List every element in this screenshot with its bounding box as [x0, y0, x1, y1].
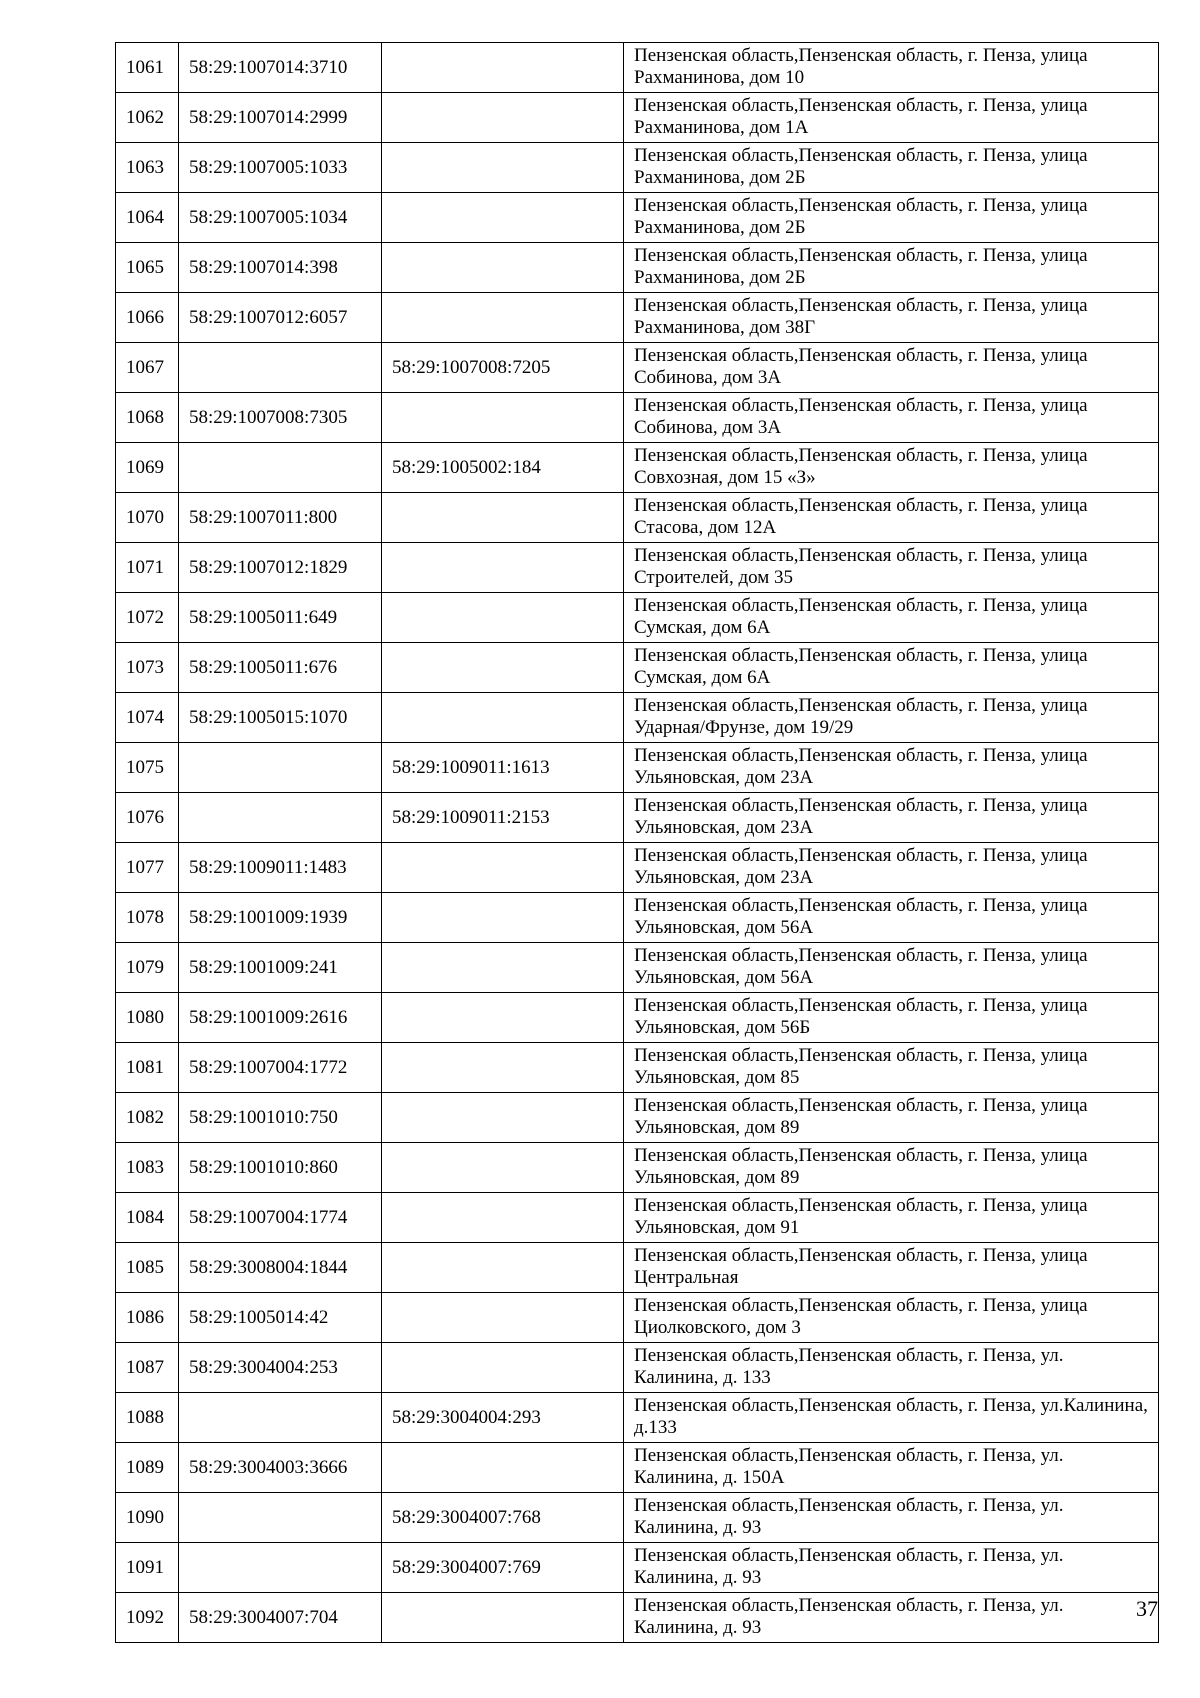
- page-number: 37: [1136, 1596, 1158, 1621]
- row-number-cell: 1074: [116, 693, 179, 743]
- address-cell: Пензенская область,Пензенская область, г. Пенза, улица Сумская, дом 6А: [624, 593, 1159, 643]
- row-number-cell: 1073: [116, 643, 179, 693]
- address-cell: Пензенская область,Пензенская область, г. Пенза, улица Строителей, дом 35: [624, 543, 1159, 593]
- table-row: [116, 893, 1159, 943]
- table-row: [116, 143, 1159, 193]
- building-cadastral-number-cell: [382, 243, 624, 293]
- row-number-cell: 1067: [116, 343, 179, 393]
- table-row: [116, 793, 1159, 843]
- building-cadastral-number-cell: [382, 1143, 624, 1193]
- building-cadastral-number-cell: [382, 843, 624, 893]
- row-number-cell: 1070: [116, 493, 179, 543]
- building-cadastral-number-cell: [382, 1043, 624, 1093]
- row-number-cell: 1086: [116, 1293, 179, 1343]
- table-row: [116, 1393, 1159, 1443]
- address-cell: Пензенская область,Пензенская область, г. Пенза, улица Сумская, дом 6А: [624, 643, 1159, 693]
- table-row: [116, 1593, 1159, 1643]
- table-row: [116, 543, 1159, 593]
- building-cadastral-number-cell: [382, 393, 624, 443]
- address-cell: Пензенская область,Пензенская область, г. Пенза, улица Ульяновская, дом 56А: [624, 943, 1159, 993]
- land-cadastral-number-cell: 58:29:1005015:1070: [179, 693, 382, 743]
- table-row: [116, 43, 1159, 93]
- building-cadastral-number-cell: [382, 943, 624, 993]
- row-number-cell: 1068: [116, 393, 179, 443]
- building-cadastral-number-cell: [382, 193, 624, 243]
- row-number-cell: 1081: [116, 1043, 179, 1093]
- table-row: [116, 443, 1159, 493]
- address-cell: Пензенская область,Пензенская область, г. Пенза, ул. Калинина, д. 93: [624, 1543, 1159, 1593]
- land-cadastral-number-cell: 58:29:1007008:7305: [179, 393, 382, 443]
- table-row: [116, 293, 1159, 343]
- address-cell: Пензенская область,Пензенская область, г. Пенза, ул. Калинина, д. 93: [624, 1493, 1159, 1543]
- building-cadastral-number-cell: [382, 643, 624, 693]
- row-number-cell: 1069: [116, 443, 179, 493]
- land-cadastral-number-cell: 58:29:3008004:1844: [179, 1243, 382, 1293]
- row-number-cell: 1084: [116, 1193, 179, 1243]
- row-number-cell: 1077: [116, 843, 179, 893]
- table-row: [116, 843, 1159, 893]
- building-cadastral-number-cell: [382, 1193, 624, 1243]
- building-cadastral-number-cell: 58:29:3004004:293: [382, 1393, 624, 1443]
- table-row: [116, 243, 1159, 293]
- address-cell: Пензенская область,Пензенская область, г. Пенза, улица Собинова, дом 3А: [624, 393, 1159, 443]
- row-number-cell: 1062: [116, 93, 179, 143]
- address-cell: Пензенская область,Пензенская область, г. Пенза, улица Рахманинова, дом 10: [624, 43, 1159, 93]
- address-cell: Пензенская область,Пензенская область, г. Пенза, улица Центральная: [624, 1243, 1159, 1293]
- row-number-cell: 1065: [116, 243, 179, 293]
- land-cadastral-number-cell: 58:29:1001009:241: [179, 943, 382, 993]
- building-cadastral-number-cell: [382, 993, 624, 1043]
- table-row: [116, 1543, 1159, 1593]
- building-cadastral-number-cell: [382, 43, 624, 93]
- address-cell: Пензенская область,Пензенская область, г. Пенза, улица Ульяновская, дом 56А: [624, 893, 1159, 943]
- building-cadastral-number-cell: [382, 693, 624, 743]
- row-number-cell: 1080: [116, 993, 179, 1043]
- row-number-cell: 1071: [116, 543, 179, 593]
- row-number-cell: 1092: [116, 1593, 179, 1643]
- land-cadastral-number-cell: 58:29:1007014:2999: [179, 93, 382, 143]
- address-cell: Пензенская область,Пензенская область, г. Пенза, улица Рахманинова, дом 2Б: [624, 193, 1159, 243]
- row-number-cell: 1064: [116, 193, 179, 243]
- land-cadastral-number-cell: 58:29:1005014:42: [179, 1293, 382, 1343]
- building-cadastral-number-cell: [382, 1243, 624, 1293]
- land-cadastral-number-cell: 58:29:1001009:1939: [179, 893, 382, 943]
- table-row: [116, 943, 1159, 993]
- address-cell: Пензенская область,Пензенская область, г. Пенза, улица Собинова, дом 3А: [624, 343, 1159, 393]
- table-row: [116, 93, 1159, 143]
- land-cadastral-number-cell: [179, 1393, 382, 1443]
- land-cadastral-number-cell: [179, 1543, 382, 1593]
- land-cadastral-number-cell: 58:29:1007012:6057: [179, 293, 382, 343]
- table-row: [116, 1143, 1159, 1193]
- land-cadastral-number-cell: [179, 743, 382, 793]
- address-cell: Пензенская область,Пензенская область, г. Пенза, улица Рахманинова, дом 2Б: [624, 143, 1159, 193]
- row-number-cell: 1085: [116, 1243, 179, 1293]
- land-cadastral-number-cell: 58:29:1007011:800: [179, 493, 382, 543]
- address-cell: Пензенская область,Пензенская область, г. Пенза, ул. Калинина, д. 133: [624, 1343, 1159, 1393]
- address-cell: Пензенская область,Пензенская область, г. Пенза, улица Ударная/Фрунзе, дом 19/29: [624, 693, 1159, 743]
- address-cell: Пензенская область,Пензенская область, г. Пенза, ул.Калинина, д.133: [624, 1393, 1159, 1443]
- row-number-cell: 1083: [116, 1143, 179, 1193]
- address-cell: Пензенская область,Пензенская область, г. Пенза, улица Циолковского, дом 3: [624, 1293, 1159, 1343]
- building-cadastral-number-cell: [382, 893, 624, 943]
- land-cadastral-number-cell: 58:29:1007014:398: [179, 243, 382, 293]
- building-cadastral-number-cell: 58:29:3004007:769: [382, 1543, 624, 1593]
- building-cadastral-number-cell: 58:29:1009011:2153: [382, 793, 624, 843]
- land-cadastral-number-cell: 58:29:1001010:750: [179, 1093, 382, 1143]
- land-cadastral-number-cell: [179, 793, 382, 843]
- land-cadastral-number-cell: 58:29:3004004:253: [179, 1343, 382, 1393]
- table-row: [116, 743, 1159, 793]
- land-cadastral-number-cell: 58:29:1007004:1772: [179, 1043, 382, 1093]
- row-number-cell: 1063: [116, 143, 179, 193]
- land-cadastral-number-cell: 58:29:1005011:649: [179, 593, 382, 643]
- table-row: [116, 1443, 1159, 1493]
- row-number-cell: 1076: [116, 793, 179, 843]
- row-number-cell: 1089: [116, 1443, 179, 1493]
- address-cell: Пензенская область,Пензенская область, г. Пенза, улица Ульяновская, дом 89: [624, 1093, 1159, 1143]
- table-row: [116, 343, 1159, 393]
- row-number-cell: 1091: [116, 1543, 179, 1593]
- building-cadastral-number-cell: [382, 1343, 624, 1393]
- row-number-cell: 1075: [116, 743, 179, 793]
- building-cadastral-number-cell: [382, 1093, 624, 1143]
- address-cell: Пензенская область,Пензенская область, г. Пенза, улица Ульяновская, дом 23А: [624, 793, 1159, 843]
- table-row: [116, 1493, 1159, 1543]
- table-row: [116, 393, 1159, 443]
- building-cadastral-number-cell: 58:29:1009011:1613: [382, 743, 624, 793]
- table-row: [116, 1193, 1159, 1243]
- address-cell: Пензенская область,Пензенская область, г. Пенза, улица Рахманинова, дом 38Г: [624, 293, 1159, 343]
- building-cadastral-number-cell: [382, 493, 624, 543]
- building-cadastral-number-cell: [382, 293, 624, 343]
- table-row: [116, 1243, 1159, 1293]
- building-cadastral-number-cell: 58:29:1005002:184: [382, 443, 624, 493]
- land-cadastral-number-cell: 58:29:1007005:1034: [179, 193, 382, 243]
- land-cadastral-number-cell: 58:29:1001009:2616: [179, 993, 382, 1043]
- table-row: [116, 1093, 1159, 1143]
- address-cell: Пензенская область,Пензенская область, г. Пенза, улица Рахманинова, дом 2Б: [624, 243, 1159, 293]
- building-cadastral-number-cell: 58:29:1007008:7205: [382, 343, 624, 393]
- address-cell: Пензенская область,Пензенская область, г. Пенза, улица Ульяновская, дом 23А: [624, 843, 1159, 893]
- table-row: [116, 693, 1159, 743]
- address-cell: Пензенская область,Пензенская область, г. Пенза, улица Ульяновская, дом 85: [624, 1043, 1159, 1093]
- row-number-cell: 1088: [116, 1393, 179, 1443]
- land-cadastral-number-cell: 58:29:1005011:676: [179, 643, 382, 693]
- table-row: [116, 1343, 1159, 1393]
- table-row: [116, 1293, 1159, 1343]
- building-cadastral-number-cell: [382, 1293, 624, 1343]
- property-table: [115, 42, 1159, 1643]
- address-cell: Пензенская область,Пензенская область, г. Пенза, улица Совхозная, дом 15 «З»: [624, 443, 1159, 493]
- address-cell: Пензенская область,Пензенская область, г. Пенза, улица Ульяновская, дом 23А: [624, 743, 1159, 793]
- building-cadastral-number-cell: [382, 93, 624, 143]
- address-cell: Пензенская область,Пензенская область, г. Пенза, улица Стасова, дом 12А: [624, 493, 1159, 543]
- building-cadastral-number-cell: [382, 593, 624, 643]
- address-cell: Пензенская область,Пензенская область, г. Пенза, ул. Калинина, д. 93: [624, 1593, 1159, 1643]
- building-cadastral-number-cell: 58:29:3004007:768: [382, 1493, 624, 1543]
- table-row: [116, 593, 1159, 643]
- row-number-cell: 1090: [116, 1493, 179, 1543]
- land-cadastral-number-cell: 58:29:1007014:3710: [179, 43, 382, 93]
- row-number-cell: 1079: [116, 943, 179, 993]
- land-cadastral-number-cell: 58:29:1009011:1483: [179, 843, 382, 893]
- row-number-cell: 1061: [116, 43, 179, 93]
- row-number-cell: 1082: [116, 1093, 179, 1143]
- row-number-cell: 1078: [116, 893, 179, 943]
- table-row: [116, 493, 1159, 543]
- row-number-cell: 1087: [116, 1343, 179, 1393]
- land-cadastral-number-cell: 58:29:1001010:860: [179, 1143, 382, 1193]
- row-number-cell: 1066: [116, 293, 179, 343]
- table-row: [116, 993, 1159, 1043]
- table-row: [116, 1043, 1159, 1093]
- address-cell: Пензенская область,Пензенская область, г. Пенза, улица Ульяновская, дом 91: [624, 1193, 1159, 1243]
- address-cell: Пензенская область,Пензенская область, г. Пенза, улица Ульяновская, дом 56Б: [624, 993, 1159, 1043]
- building-cadastral-number-cell: [382, 543, 624, 593]
- table-body: [116, 43, 1159, 1643]
- row-number-cell: 1072: [116, 593, 179, 643]
- land-cadastral-number-cell: [179, 443, 382, 493]
- building-cadastral-number-cell: [382, 143, 624, 193]
- land-cadastral-number-cell: 58:29:3004007:704: [179, 1593, 382, 1643]
- land-cadastral-number-cell: 58:29:1007004:1774: [179, 1193, 382, 1243]
- table-row: [116, 643, 1159, 693]
- land-cadastral-number-cell: [179, 1493, 382, 1543]
- building-cadastral-number-cell: [382, 1593, 624, 1643]
- land-cadastral-number-cell: [179, 343, 382, 393]
- building-cadastral-number-cell: [382, 1443, 624, 1493]
- land-cadastral-number-cell: 58:29:1007012:1829: [179, 543, 382, 593]
- table-row: [116, 193, 1159, 243]
- land-cadastral-number-cell: 58:29:1007005:1033: [179, 143, 382, 193]
- land-cadastral-number-cell: 58:29:3004003:3666: [179, 1443, 382, 1493]
- address-cell: Пензенская область,Пензенская область, г. Пенза, улица Рахманинова, дом 1А: [624, 93, 1159, 143]
- address-cell: Пензенская область,Пензенская область, г. Пенза, ул. Калинина, д. 150А: [624, 1443, 1159, 1493]
- address-cell: Пензенская область,Пензенская область, г. Пенза, улица Ульяновская, дом 89: [624, 1143, 1159, 1193]
